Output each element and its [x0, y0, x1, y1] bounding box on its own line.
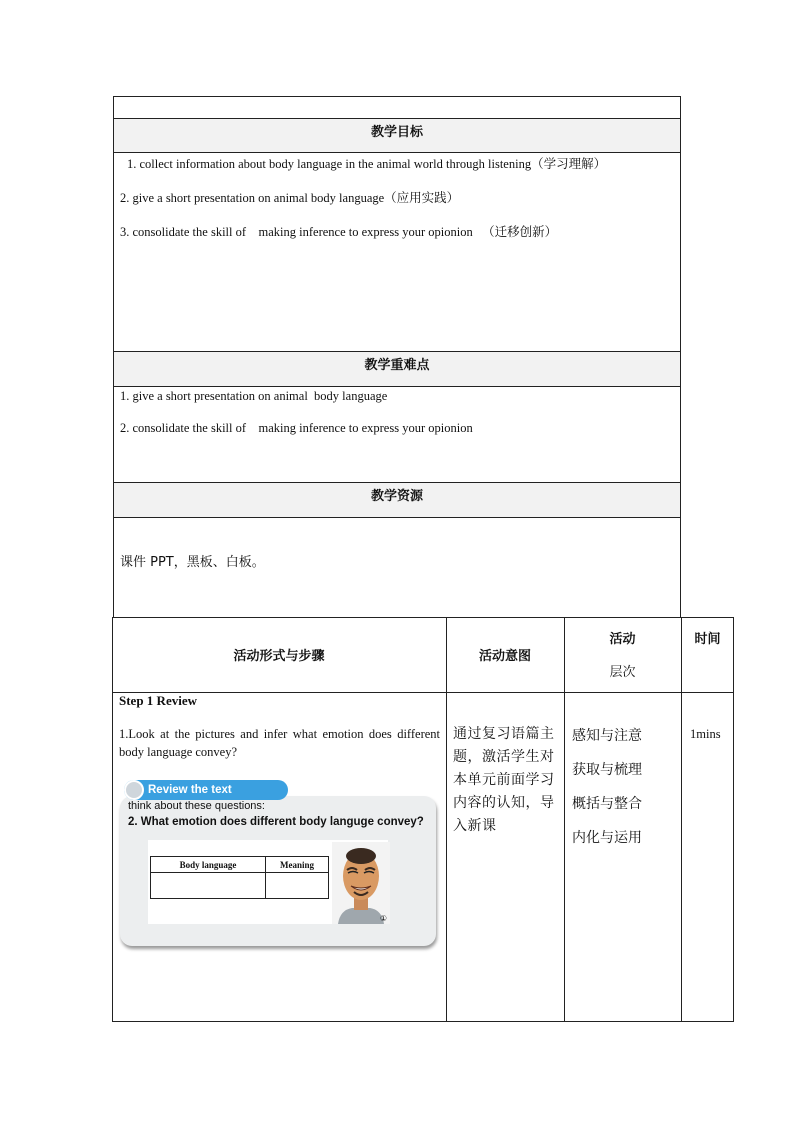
meaning-cell [266, 873, 329, 899]
body-language-table [150, 856, 329, 899]
resources-text: 课件 PPT，黑板、白板。 [120, 555, 265, 570]
resources-header: 教学资源 [370, 489, 423, 504]
grimacing-face-photo [332, 842, 390, 924]
time-column-header: 时间 [694, 632, 721, 647]
review-banner-text: Review the text [148, 784, 232, 796]
level-column-header-line1: 活动 [609, 632, 636, 647]
goals-header: 教学目标 [370, 125, 423, 140]
key-point-item-1: 1. give a short presentation on animal body language [120, 389, 388, 403]
level-item-1: 感知与注意 [572, 728, 642, 744]
body-language-cell [151, 873, 266, 899]
step-title: Step 1 Review [119, 693, 197, 708]
steps-column-header: 活动形式与步骤 [233, 649, 325, 664]
review-slide-image [120, 778, 438, 950]
goal-item-1: 1. collect information about body language in the animal world through listening（学习理解） [127, 157, 607, 171]
level-item-2: 获取与梳理 [572, 762, 642, 778]
slide-question-intro: think about these questions: [128, 800, 265, 812]
key-points-header: 教学重难点 [364, 358, 430, 373]
intent-text: 通过复习语篇主题，激活学生对本单元前面学习内容的认知，导入新课 [453, 726, 555, 834]
goal-item-2: 2. give a short presentation on animal body language（应用实践） [120, 191, 460, 205]
level-item-3: 概括与整合 [572, 796, 642, 812]
review-banner [124, 780, 288, 800]
image-number: ① [379, 914, 387, 923]
step-instruction: 1.Look at the pictures and infer what emotion does different body language convey? [119, 727, 440, 759]
slide-question: 2. What emotion does different body languge convey? [128, 816, 424, 828]
key-point-item-2: 2. consolidate the skill of making inference to express your opionion [120, 421, 473, 435]
level-column-header-line2: 层次 [609, 665, 636, 680]
goal-item-3: 3. consolidate the skill of making inference to express your opionion （迁移创新） [120, 225, 558, 239]
intent-column-header: 活动意图 [478, 649, 531, 664]
banner-badge-icon [124, 780, 144, 800]
time-value: 1mins [690, 727, 721, 741]
body-language-col-header: Body language [151, 857, 266, 873]
meaning-col-header: Meaning [266, 857, 329, 873]
level-item-4: 内化与运用 [572, 830, 642, 846]
